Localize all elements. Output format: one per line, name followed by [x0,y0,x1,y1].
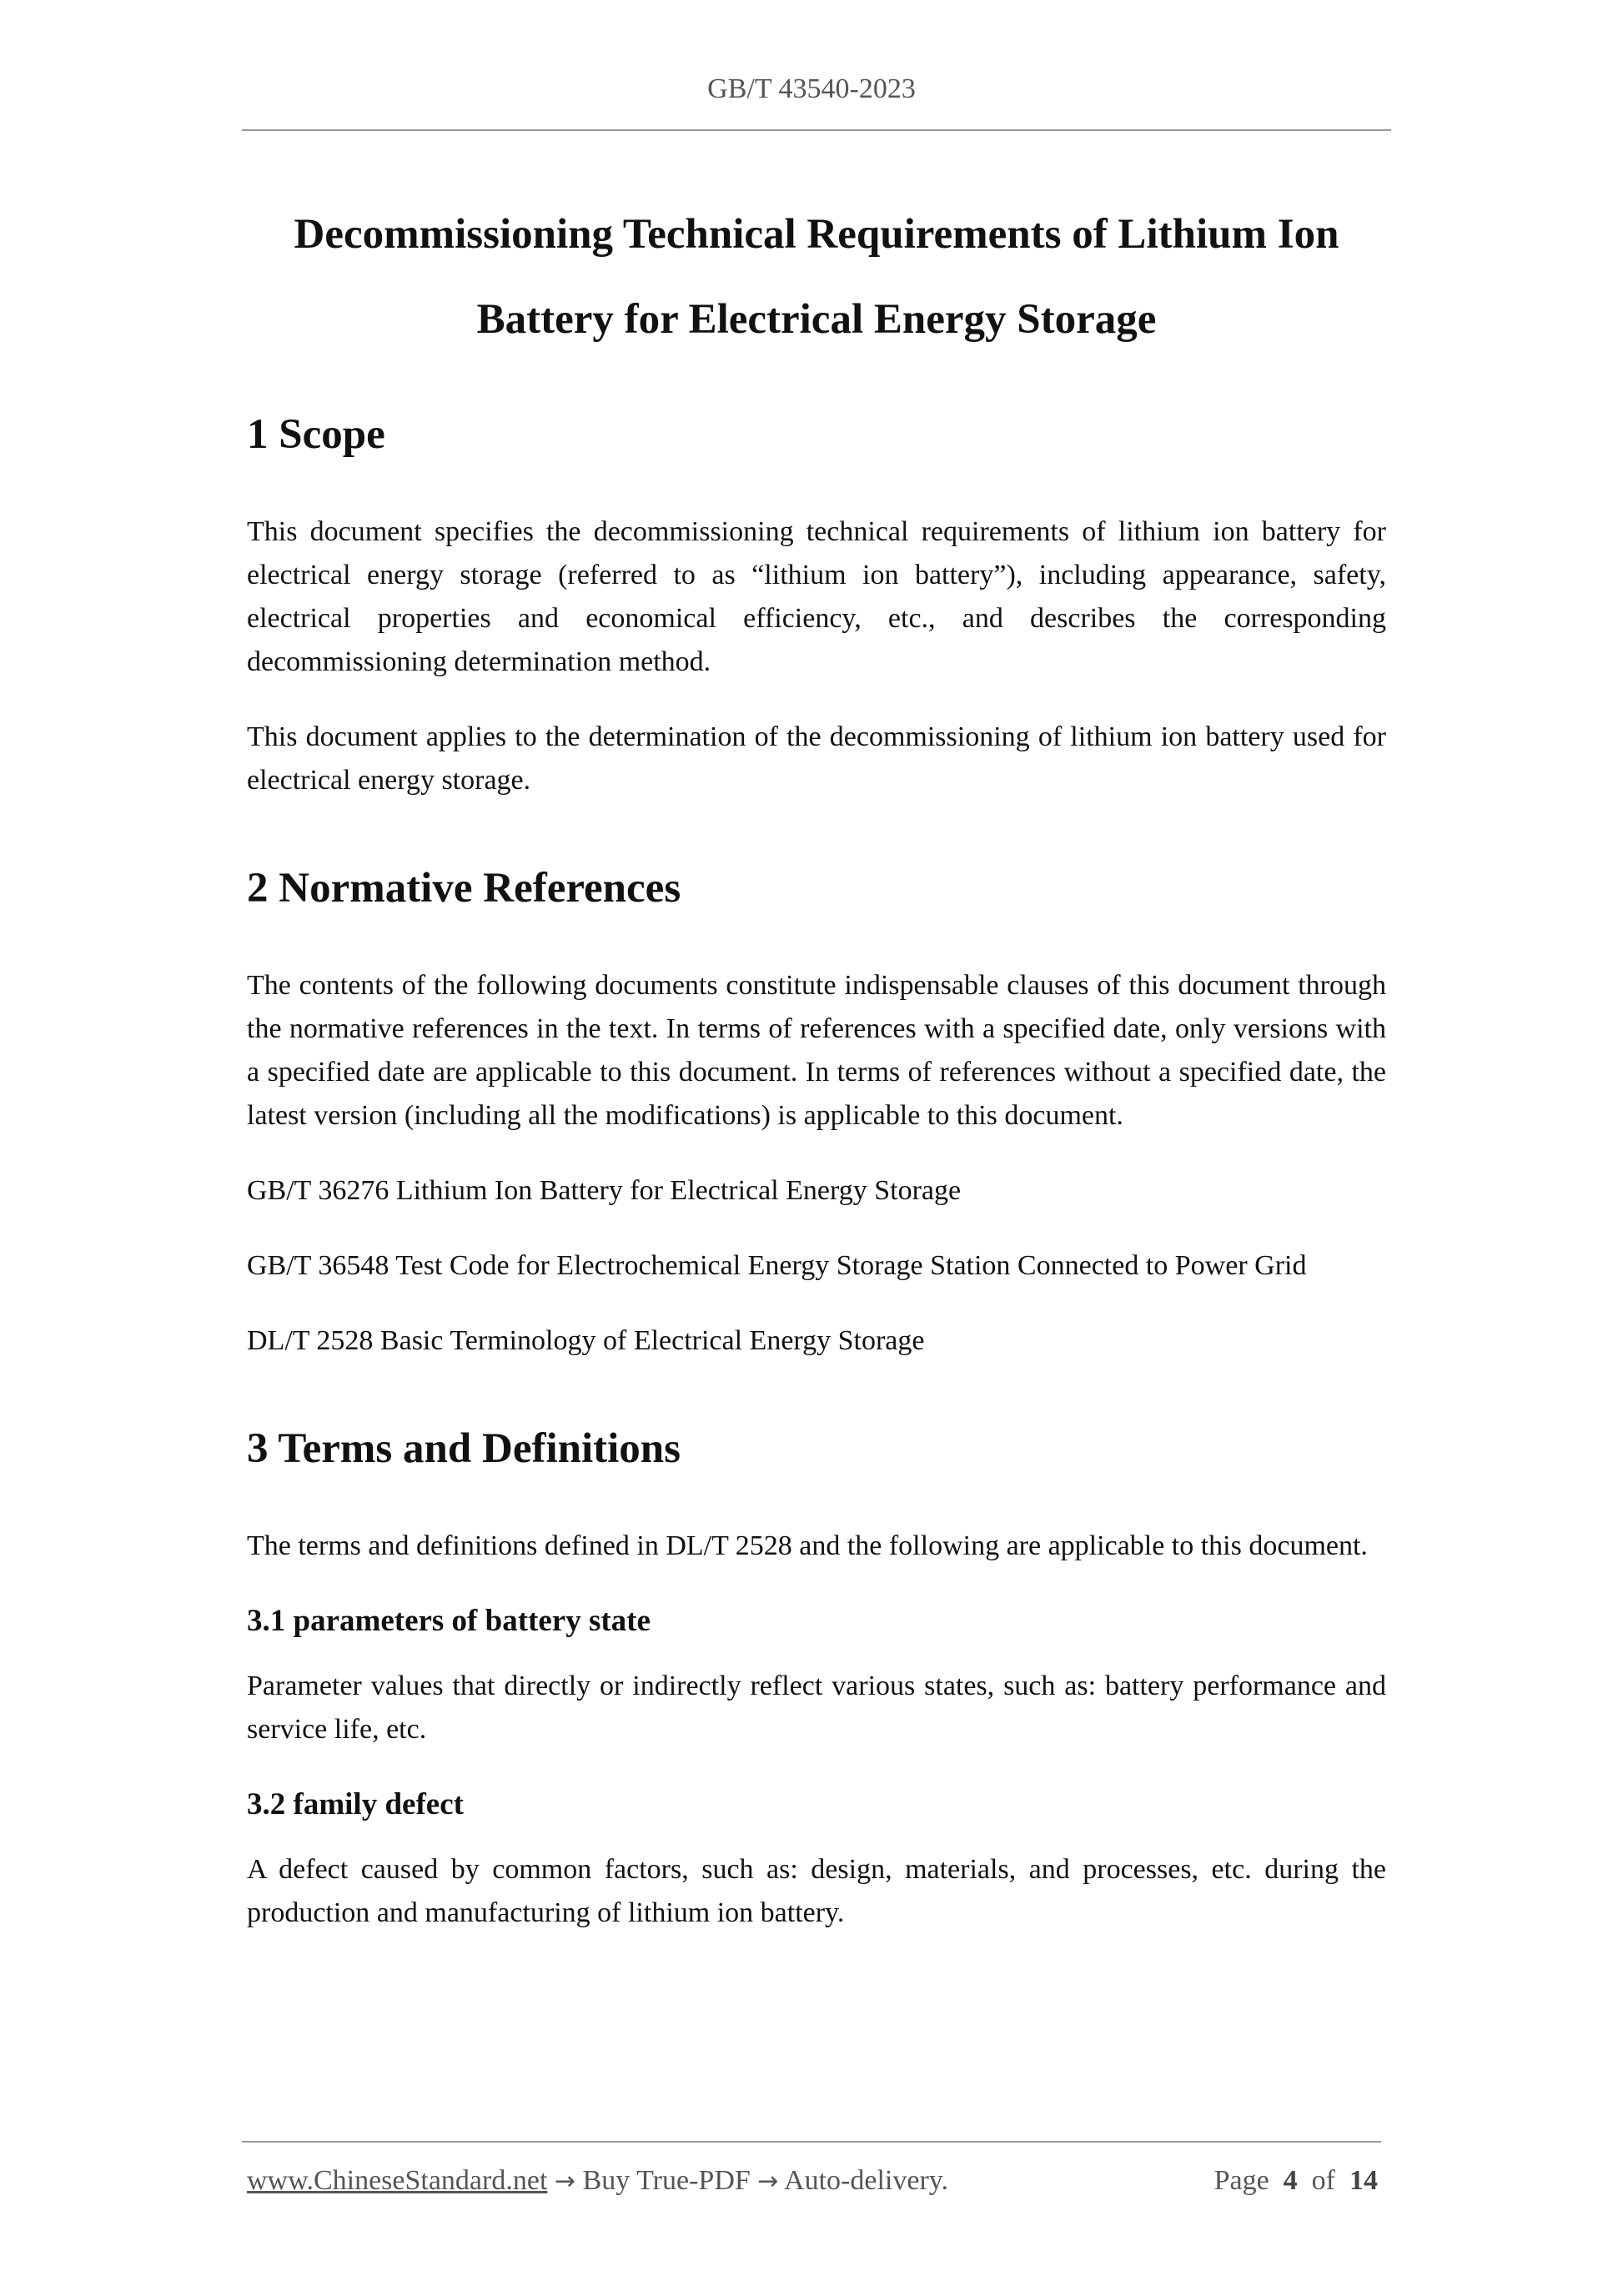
document-title-line-2: Battery for Electrical Energy Storage [476,296,1157,343]
page-indicator [1214,2160,1378,2202]
document-body [247,183,1386,1967]
reference-item: DL/T 2528 Basic Terminology of Electrical Energy Storage [247,1325,925,1356]
page-label: Page [1213,2165,1269,2196]
standard-code-header: GB/T 43540-2023 [707,73,916,104]
section-heading-scope: 1 Scope [247,411,385,458]
page-of-label: of [1311,2165,1335,2196]
footer-promo [247,2160,948,2203]
scope-paragraph-1: This document specifies the decommissioning technical requirements of lithium ion battery for electrical energy storage (referred to as “lithium ion battery”), including appearance, safety, electrical properties and economical efficiency, etc., and describes the corresponding decommissioning determination method. [247,516,1386,677]
term-heading-family-defect: 3.2 family defect [247,1787,464,1821]
term-heading-battery-state: 3.1 parameters of battery state [247,1604,651,1638]
reference-item: GB/T 36276 Lithium Ion Battery for Electrical Energy Storage [247,1175,962,1206]
scope-paragraph-2: This document applies to the determination of the decommissioning of lithium ion battery used for electrical energy storage. [247,721,1386,796]
site-link[interactable]: www.ChineseStandard.net [247,2165,548,2196]
document-title-line-1: Decommissioning Technical Requirements of Lithium Ion [294,211,1339,258]
arrow-right-icon: → [554,2167,576,2196]
header-divider [242,129,1391,131]
normative-references-paragraph: The contents of the following documents constitute indispensable clauses of this document through the normative references in the text. In terms of references with a specified date, only versions with a specified date are applicable to this document. In terms of references without a specified date, the latest version (including all the modifications) is applicable to this document. [247,970,1386,1131]
term-definition-family-defect: A defect caused by common factors, such as: design, materials, and processes, etc. during the production and manufacturing of lithium ion battery. [247,1854,1386,1928]
page-total: 14 [1349,2165,1378,2196]
document-title [247,183,1386,362]
arrow-right-icon: → [757,2167,779,2196]
buy-true-pdf-text: Buy True-PDF [582,2165,751,2196]
section-heading-normative-references: 2 Normative References [247,865,681,912]
footer-divider [242,2141,1381,2143]
page-current: 4 [1283,2165,1298,2196]
terms-intro-paragraph: The terms and definitions defined in DL/T 2528 and the following are applicable to this document. [247,1530,1368,1561]
term-definition-battery-state: Parameter values that directly or indirectly reflect various states, such as: battery performance and service life, etc. [247,1671,1386,1745]
auto-delivery-text: Auto-delivery. [784,2165,949,2196]
reference-item: GB/T 36548 Test Code for Electrochemical Energy Storage Station Connected to Power Grid [247,1250,1307,1281]
section-heading-terms-definitions: 3 Terms and Definitions [247,1425,681,1472]
